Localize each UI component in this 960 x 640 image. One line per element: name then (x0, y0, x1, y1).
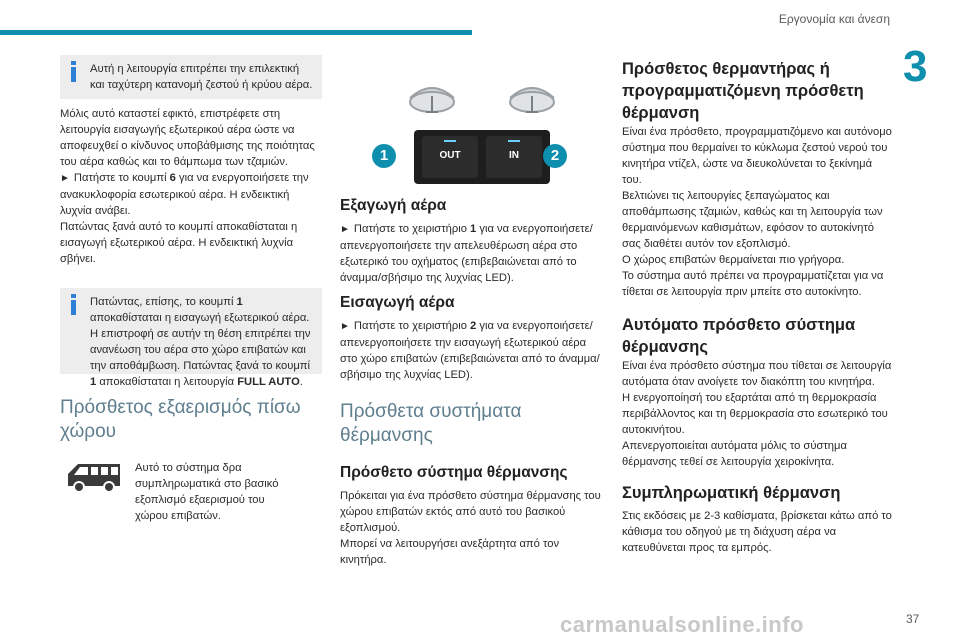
fan-switch-icon (410, 88, 454, 112)
air-export-text: ► Πατήστε το χειριστήριο 1 για να ενεργοποιήσετε/απενεργοποιήσετε την απελευθέρωση αέρα στο εξωτερικό του οχήματος (επιβεβαιώνεται από το άναμμα/σβήσιμο της λυχνίας LED). (340, 223, 593, 284)
programmable-text-2: Βελτιώνει τις λειτουργίες ξεπαγώματος και αποθάμπωσης τζαμιών, καθώς και τη λειτουργία των θερμαινόμενων καθισμάτων, εφόσον το αυτοκίνητό σας διαθέτει αυτόν τον εξοπλισμό. (622, 190, 883, 250)
info-text-2: Πατώντας, επίσης, το κουμπί 1 αποκαθίσταται η εισαγωγή εξωτερικού αέρα. Η επιστροφή σε αυτήν τη θέση επιτρέπει την ανανέωση του αέρα στο χώρο επιβατών και την αποθάμβωση. Πατώντας ξανά το κουμπί 1 αποκαθίσταται η λειτουργία FULL AUTO. (90, 296, 311, 388)
heading-automatic-heating: Αυτόματο πρόσθετο σύστημα θέρμανσης (622, 316, 856, 356)
info-icon (70, 294, 78, 316)
supplementary-text: Στις εκδόσεις με 2-3 καθίσματα, βρίσκεται κάτω από το κάθισμα του οδηγού με τη διάχυση αέρα να κατευθύνεται προς τα εμπρός. (622, 510, 892, 554)
van-icon (64, 460, 124, 494)
badge-1: 1 (372, 144, 396, 168)
air-import-text: ► Πατήστε το χειριστήριο 2 για να ενεργοποιήσετε/απενεργοποιήσετε την εισαγωγή εξωτερικού αέρα στο χώρο επιβατών (επιβεβαιώνεται από το άναμμα/σβήσιμο της λυχνίας LED). (340, 320, 600, 381)
arrow-icon: ► (340, 321, 350, 332)
section-title-heating: Πρόσθετα συστήματα θέρμανσης (340, 401, 522, 446)
info-box-1 (60, 55, 322, 99)
info-text-1: Αυτή η λειτουργία επιτρέπει την επιλεκτική και ταχύτερη κατανομή ζεστού ή κρύου αέρα. (90, 63, 313, 91)
step-button-6: ► Πατήστε το κουμπί 6 για να ενεργοποιήσετε την ανακυκλοφορία εσωτερικού αέρα. Η ενδεικτική λυχνία ανάβει. (60, 172, 309, 217)
heading-air-import: Εισαγωγή αέρα (340, 294, 455, 311)
badge-2: 2 (543, 144, 567, 168)
heading-programmable-heater: Πρόσθετος θερμαντήρας ή προγραμματιζόμενη πρόσθετη θέρμανση (622, 60, 864, 122)
rear-ventilation-text: Αυτό το σύστημα δρα συμπληρωματικά στο βασικό εξοπλισμό εξαερισμού του χώρου επιβατών. (135, 462, 279, 522)
automatic-text-3: Απενεργοποιείται αυτόματα μόλις το σύστημα θέρμανσης τεθεί σε λειτουργία χειροκίνητα. (622, 440, 847, 468)
heading-additional-heating: Πρόσθετο σύστημα θέρμανσης (340, 464, 568, 481)
info-icon (70, 61, 78, 83)
body-paragraph-1: Μόλις αυτό καταστεί εφικτό, επιστρέφετε στη λειτουργία εισαγωγής εξωτερικού αέρα ώστε να αποφευχθεί ο κίνδυνος υποβάθμισης της ποιότητας του αέρα καθώς και το θάμπωμα των τζαμιών. (60, 108, 315, 168)
automatic-text-1: Είναι ένα πρόσθετο σύστημα που τίθεται σε λειτουργία αυτόματα όταν ανοίγετε τον διακόπτη του κινητήρα. (622, 360, 892, 388)
programmable-text-3: Ο χώρος επιβατών θερμαίνεται πιο γρήγορα. (622, 254, 845, 266)
automatic-text-2: Η ενεργοποίησή του εξαρτάται από τη θερμοκρασία περιβάλλοντος και τη θερμοκρασία στο εσωτερικό του αυτοκινήτου. (622, 392, 888, 436)
section-title-rear-ventilation: Πρόσθετος εξαερισμός πίσω χώρου (60, 397, 301, 442)
in-button-label: IN (509, 150, 519, 161)
chapter-number: 3 (903, 42, 928, 91)
page-number: 37 (906, 612, 920, 626)
additional-heating-text-1: Πρόκειται για ένα πρόσθετο σύστημα θέρμανσης του χώρου επιβατών εκτός από αυτό του βασικού εξοπλισμού. (340, 490, 601, 534)
fan-switch-icon (510, 88, 554, 112)
programmable-text-1: Είναι ένα πρόσθετο, προγραμματιζόμενο και αυτόνομο σύστημα που θερμαίνει το κύκλωμα ζεστού νερού του κινητήρα ντίζελ, ώστε να διευκολύνεται το ξεκίνημά του. (622, 126, 892, 186)
watermark: carmanualsonline.info (560, 612, 804, 637)
heading-supplementary-heating: Συμπληρωματική θέρμανση (622, 484, 841, 502)
programmable-text-4: Το σύστημα αυτό πρέπει να προγραμματίζεται για να τίθεται σε λειτουργία πριν μπείτε στο αυτοκίνητο. (622, 270, 884, 298)
chapter-title: Εργονομία και άνεση (778, 12, 890, 26)
arrow-icon: ► (60, 173, 70, 184)
body-paragraph-2: Πατώντας ξανά αυτό το κουμπί αποκαθίσταται η εισαγωγή εξωτερικού αέρα. Η ενδεικτική λυχνία σβήνει. (60, 221, 298, 265)
heading-air-export: Εξαγωγή αέρα (340, 197, 447, 214)
out-button-label: OUT (439, 150, 461, 161)
ventilation-switch-panel-image (392, 68, 572, 198)
arrow-icon: ► (340, 224, 350, 235)
header-accent-bar (0, 30, 472, 35)
info-box-2 (60, 288, 322, 388)
additional-heating-text-2: Μπορεί να λειτουργήσει ανεξάρτητα από τον κινητήρα. (340, 538, 560, 566)
